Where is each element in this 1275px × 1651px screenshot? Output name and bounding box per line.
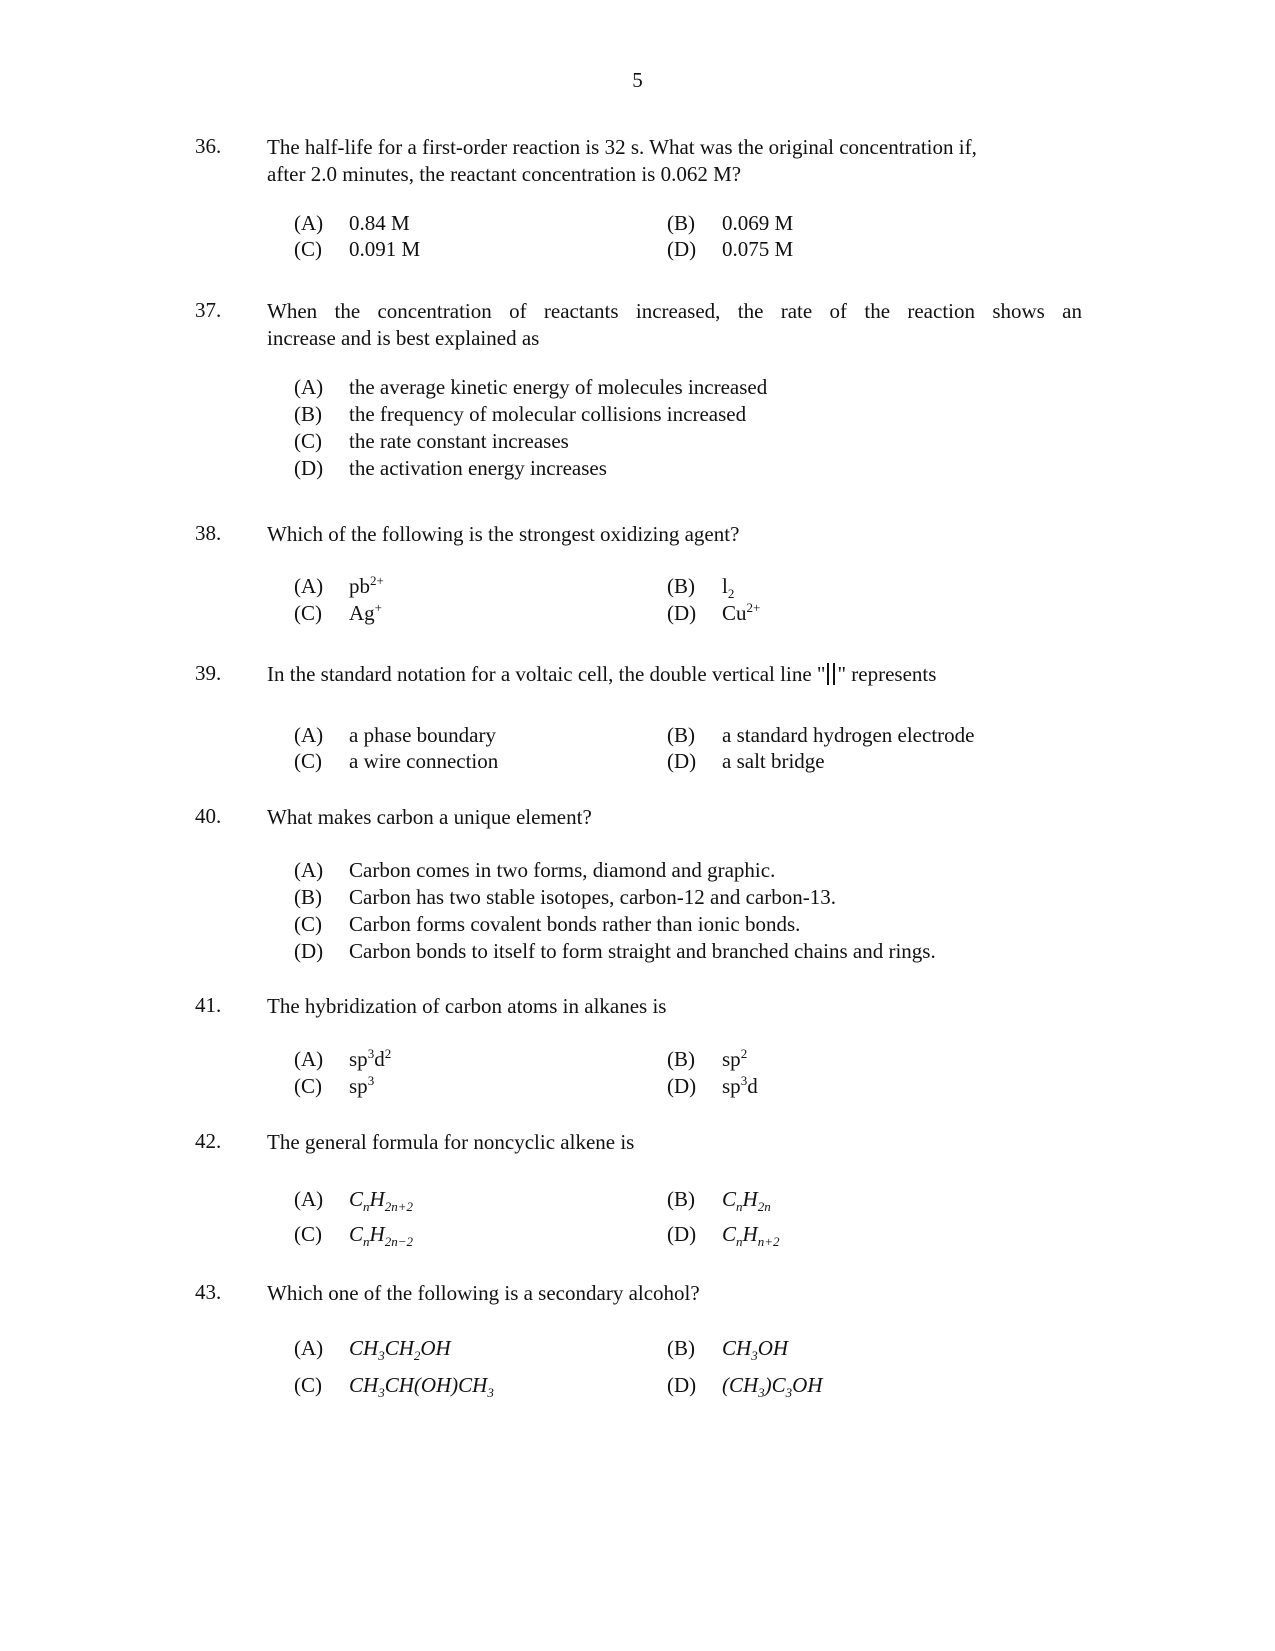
option-b: (B) the frequency of molecular collisions increased [294, 402, 747, 426]
option-c: (C) 0.091 M [294, 237, 421, 261]
question-text: The half-life for a first-order reaction is 32 s. What was the original concentration if, after 2.0 minutes, the reactant concentration is 0.062 M? [267, 135, 977, 186]
question-text: What makes carbon a unique element? [267, 805, 592, 829]
question-number: 42. [195, 1129, 222, 1153]
question-text: The hybridization of carbon atoms in alkanes is [267, 994, 667, 1018]
question-text: When the concentration of reactants increased, the rate of the reaction shows an increase and is best explained as [267, 299, 1082, 350]
option-c: (C) $C_nH_{2n-2}$ [294, 1222, 413, 1249]
option-a: (A) a phase boundary [294, 723, 496, 747]
double-vertical-line-icon [827, 663, 835, 685]
question-text: Which of the following is the strongest oxidizing agent? [267, 522, 740, 546]
option-a: (A) $sp^3d^2$ [294, 1046, 392, 1071]
option-b: (B) 0.069 M [667, 211, 794, 235]
option-d: (D) $Cu^{2+}$ [667, 600, 761, 625]
option-b: (B) a standard hydrogen electrode [667, 723, 975, 747]
option-a: (A) $CH_3CH_2OH$ [294, 1336, 451, 1363]
option-d: (D) $C_nH_{n+2}$ [667, 1222, 780, 1249]
question-number: 43. [195, 1280, 222, 1304]
question-text: Which one of the following is a secondary alcohol? [267, 1281, 700, 1305]
option-d: (D) $sp^3d$ [667, 1073, 758, 1098]
option-c: (C) $CH_3CH(OH)CH_3$ [294, 1373, 494, 1400]
option-a: (A) the average kinetic energy of molecules increased [294, 375, 768, 399]
option-c: (C) a wire connection [294, 749, 499, 773]
question-number: 39. [195, 661, 222, 685]
option-c: (C) Carbon forms covalent bonds rather than ionic bonds. [294, 912, 801, 936]
option-b: (B) $C_nH_{2n}$ [667, 1187, 771, 1214]
question-number: 38. [195, 521, 222, 545]
option-d: (D) Carbon bonds to itself to form straight and branched chains and rings. [294, 939, 936, 963]
option-b: (B) Carbon has two stable isotopes, carbon-12 and carbon-13. [294, 885, 836, 909]
option-d: (D) 0.075 M [667, 237, 794, 261]
option-c: (C) $sp^3$ [294, 1073, 375, 1098]
option-c: (C) Ag+ [294, 600, 383, 625]
option-a: (A) $C_nH_{2n+2}$ [294, 1187, 413, 1214]
option-a: (A) 0.84 M [294, 211, 410, 235]
option-b: (B) $l_2$ [667, 574, 735, 601]
question-number: 37. [195, 298, 222, 322]
page-number: 5 [632, 68, 643, 92]
option-a: (A) $pb^{2+}$ [294, 573, 384, 598]
option-a: (A) Carbon comes in two forms, diamond and graphic. [294, 858, 776, 882]
question-number: 41. [195, 993, 222, 1017]
question-text: The general formula for noncyclic alkene is [267, 1130, 635, 1154]
option-d: (D) $(CH_3)C_3OH$ [667, 1373, 823, 1400]
question-number: 40. [195, 804, 222, 828]
option-c: (C) the rate constant increases [294, 429, 569, 453]
option-b: (B) $CH_3OH$ [667, 1336, 789, 1363]
option-b: (B) $sp^2$ [667, 1046, 748, 1071]
option-d: (D) the activation energy increases [294, 456, 607, 480]
question-text: In the standard notation for a voltaic cell, the double vertical line " " represents [267, 662, 937, 686]
question-number: 36. [195, 134, 222, 158]
option-d: (D) a salt bridge [667, 749, 825, 773]
